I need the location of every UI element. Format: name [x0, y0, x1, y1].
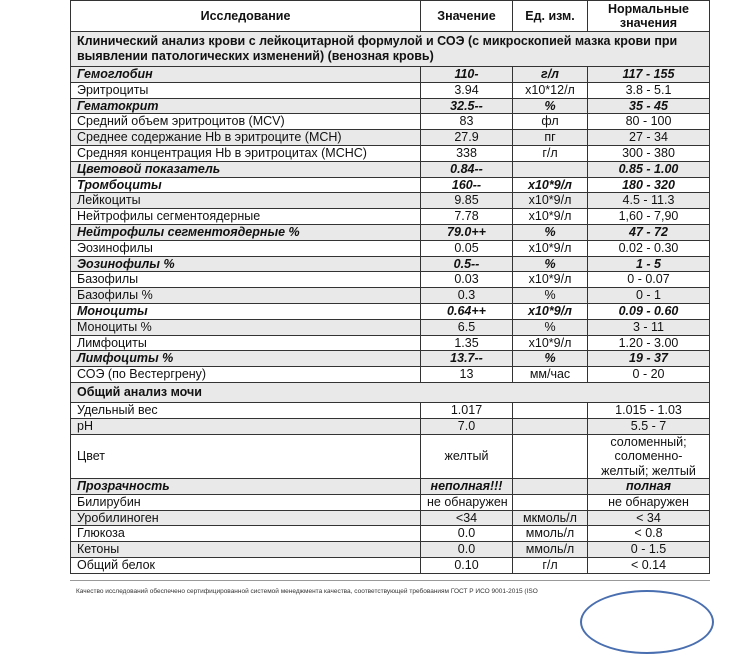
- cell-value: 0.3: [421, 288, 513, 304]
- cell-test-name: Гематокрит: [71, 98, 421, 114]
- cell-value: 3.94: [421, 82, 513, 98]
- table-row: [71, 256, 710, 272]
- table-row: [71, 434, 710, 479]
- cell-unit: %: [513, 288, 588, 304]
- cell-norm: 0 - 1.5: [588, 542, 710, 558]
- cell-unit: %: [513, 224, 588, 240]
- cell-test-name: Базофилы: [71, 272, 421, 288]
- cell-value: 32.5--: [421, 98, 513, 114]
- footer-note: Качество исследований обеспечено сертифицированной системой менеджмента качества, соответствующей требованиям ГОСТ Р ИСО 9001-2015 (ISO: [76, 588, 538, 595]
- cell-value: 160--: [421, 177, 513, 193]
- cell-norm: 47 - 72: [588, 224, 710, 240]
- table-row: [71, 542, 710, 558]
- cell-norm: 0 - 1: [588, 288, 710, 304]
- cell-test-name: Среднее содержание Hb в эритроците (MCH): [71, 130, 421, 146]
- cell-test-name: Нейтрофилы сегментоядерные: [71, 209, 421, 225]
- table-row: [71, 402, 710, 418]
- cell-test-name: Нейтрофилы сегментоядерные %: [71, 224, 421, 240]
- cell-norm: 180 - 320: [588, 177, 710, 193]
- cell-value: 0.10: [421, 558, 513, 574]
- table-row: [71, 67, 710, 83]
- cell-test-name: Цвет: [71, 434, 421, 479]
- cell-value: 110-: [421, 67, 513, 83]
- cell-test-name: Кетоны: [71, 542, 421, 558]
- cell-value: 0.03: [421, 272, 513, 288]
- cell-test-name: СОЭ (по Вестергрену): [71, 367, 421, 383]
- table-row: [71, 367, 710, 383]
- cell-norm: 3 - 11: [588, 319, 710, 335]
- table-row: [71, 177, 710, 193]
- cell-unit: г/л: [513, 67, 588, 83]
- cell-norm: 4.5 - 11.3: [588, 193, 710, 209]
- table-row: [71, 209, 710, 225]
- table-row: [71, 418, 710, 434]
- cell-value: 0.05: [421, 240, 513, 256]
- cell-norm: 1 - 5: [588, 256, 710, 272]
- cell-norm: < 34: [588, 510, 710, 526]
- section-title-urine: Общий анализ мочи: [71, 382, 710, 402]
- cell-value: 13: [421, 367, 513, 383]
- cell-unit: г/л: [513, 558, 588, 574]
- cell-value: 0.0: [421, 542, 513, 558]
- cell-norm: соломенный; соломенно-желтый; желтый: [588, 434, 710, 479]
- cell-norm: 0 - 20: [588, 367, 710, 383]
- col-header-unit: Ед. изм.: [513, 1, 588, 32]
- cell-norm: < 0.8: [588, 526, 710, 542]
- table-row: [71, 224, 710, 240]
- cell-test-name: Гемоглобин: [71, 67, 421, 83]
- table-row: [71, 272, 710, 288]
- table-row: [71, 161, 710, 177]
- cell-unit: x10*9/л: [513, 303, 588, 319]
- cell-value: 338: [421, 145, 513, 161]
- col-header-norm: Нормальные значения: [588, 1, 710, 32]
- cell-unit: фл: [513, 114, 588, 130]
- table-row: [71, 130, 710, 146]
- cell-unit: [513, 434, 588, 479]
- col-header-value: Значение: [421, 1, 513, 32]
- cell-norm: полная: [588, 479, 710, 495]
- table-row: [71, 526, 710, 542]
- cell-unit: %: [513, 351, 588, 367]
- cell-test-name: Моноциты: [71, 303, 421, 319]
- cell-value: не обнаружен: [421, 494, 513, 510]
- table-row: [71, 494, 710, 510]
- header-row: [71, 1, 710, 32]
- cell-norm: 5.5 - 7: [588, 418, 710, 434]
- cell-norm: 19 - 37: [588, 351, 710, 367]
- table-row: [71, 82, 710, 98]
- cell-value: 7.0: [421, 418, 513, 434]
- cell-test-name: Билирубин: [71, 494, 421, 510]
- cell-norm: 300 - 380: [588, 145, 710, 161]
- cell-unit: %: [513, 256, 588, 272]
- cell-value: 83: [421, 114, 513, 130]
- cell-unit: x10*9/л: [513, 177, 588, 193]
- table-row: [71, 303, 710, 319]
- table-row: [71, 193, 710, 209]
- cell-value: <34: [421, 510, 513, 526]
- cell-value: 79.0++: [421, 224, 513, 240]
- table-row: [71, 288, 710, 304]
- cell-value: 1.35: [421, 335, 513, 351]
- cell-test-name: Цветовой показатель: [71, 161, 421, 177]
- cell-norm: 80 - 100: [588, 114, 710, 130]
- section-row-urine: [71, 382, 710, 402]
- cell-unit: %: [513, 98, 588, 114]
- cell-test-name: Тромбоциты: [71, 177, 421, 193]
- cell-norm: 0.85 - 1.00: [588, 161, 710, 177]
- cell-test-name: Средний объем эритроцитов (MCV): [71, 114, 421, 130]
- cell-unit: x10*9/л: [513, 193, 588, 209]
- cell-norm: 1.015 - 1.03: [588, 402, 710, 418]
- cell-test-name: Лимфоциты: [71, 335, 421, 351]
- cell-test-name: Общий белок: [71, 558, 421, 574]
- footer-divider: [70, 580, 710, 581]
- cell-unit: x10*9/л: [513, 335, 588, 351]
- cell-test-name: Эритроциты: [71, 82, 421, 98]
- cell-norm: 3.8 - 5.1: [588, 82, 710, 98]
- table-row: [71, 114, 710, 130]
- cell-test-name: Уробилиноген: [71, 510, 421, 526]
- cell-norm: 1.20 - 3.00: [588, 335, 710, 351]
- table-row: [71, 319, 710, 335]
- cell-value: 7.78: [421, 209, 513, 225]
- cell-value: 9.85: [421, 193, 513, 209]
- table-row: [71, 145, 710, 161]
- cell-unit: мм/час: [513, 367, 588, 383]
- cell-value: 0.5--: [421, 256, 513, 272]
- cell-value: желтый: [421, 434, 513, 479]
- cell-value: 1.017: [421, 402, 513, 418]
- section-row-blood: [71, 32, 710, 67]
- table-row: [71, 479, 710, 495]
- cell-unit: г/л: [513, 145, 588, 161]
- cell-unit: %: [513, 319, 588, 335]
- table-row: [71, 351, 710, 367]
- cell-test-name: pH: [71, 418, 421, 434]
- cell-norm: 35 - 45: [588, 98, 710, 114]
- cell-test-name: Удельный вес: [71, 402, 421, 418]
- cell-unit: [513, 402, 588, 418]
- cell-test-name: Лейкоциты: [71, 193, 421, 209]
- cell-norm: не обнаружен: [588, 494, 710, 510]
- col-header-test: Исследование: [71, 1, 421, 32]
- table-row: [71, 510, 710, 526]
- cell-norm: 0.09 - 0.60: [588, 303, 710, 319]
- cell-value: 0.0: [421, 526, 513, 542]
- cell-unit: x10*12/л: [513, 82, 588, 98]
- cell-unit: мкмоль/л: [513, 510, 588, 526]
- cell-value: 0.64++: [421, 303, 513, 319]
- cell-unit: ммоль/л: [513, 542, 588, 558]
- cell-norm: 0.02 - 0.30: [588, 240, 710, 256]
- cell-norm: 1,60 - 7,90: [588, 209, 710, 225]
- table-row: [71, 335, 710, 351]
- cell-value: неполная!!!: [421, 479, 513, 495]
- cell-test-name: Глюкоза: [71, 526, 421, 542]
- results-table: [70, 0, 710, 574]
- cell-unit: x10*9/л: [513, 240, 588, 256]
- cell-test-name: Эозинофилы %: [71, 256, 421, 272]
- cell-value: 6.5: [421, 319, 513, 335]
- cell-norm: < 0.14: [588, 558, 710, 574]
- cell-norm: 0 - 0.07: [588, 272, 710, 288]
- cell-unit: [513, 161, 588, 177]
- table-row: [71, 98, 710, 114]
- cell-unit: x10*9/л: [513, 272, 588, 288]
- cell-test-name: Базофилы %: [71, 288, 421, 304]
- cell-norm: 27 - 34: [588, 130, 710, 146]
- cell-unit: [513, 494, 588, 510]
- cell-unit: ммоль/л: [513, 526, 588, 542]
- section-title-blood: Клинический анализ крови с лейкоцитарной формулой и СОЭ (с микроскопией мазка крови при выявлении патологических изменений) (венозная кровь): [71, 32, 710, 67]
- cell-test-name: Эозинофилы: [71, 240, 421, 256]
- cell-value: 0.84--: [421, 161, 513, 177]
- cell-unit: x10*9/л: [513, 209, 588, 225]
- cell-test-name: Моноциты %: [71, 319, 421, 335]
- table-row: [71, 558, 710, 574]
- cell-test-name: Лимфоциты %: [71, 351, 421, 367]
- cell-unit: [513, 479, 588, 495]
- cell-test-name: Средняя концентрация Hb в эритроцитах (MCHC): [71, 145, 421, 161]
- cell-value: 27.9: [421, 130, 513, 146]
- cell-test-name: Прозрачность: [71, 479, 421, 495]
- cell-value: 13.7--: [421, 351, 513, 367]
- cell-unit: пг: [513, 130, 588, 146]
- cell-unit: [513, 418, 588, 434]
- cell-norm: 117 - 155: [588, 67, 710, 83]
- table-row: [71, 240, 710, 256]
